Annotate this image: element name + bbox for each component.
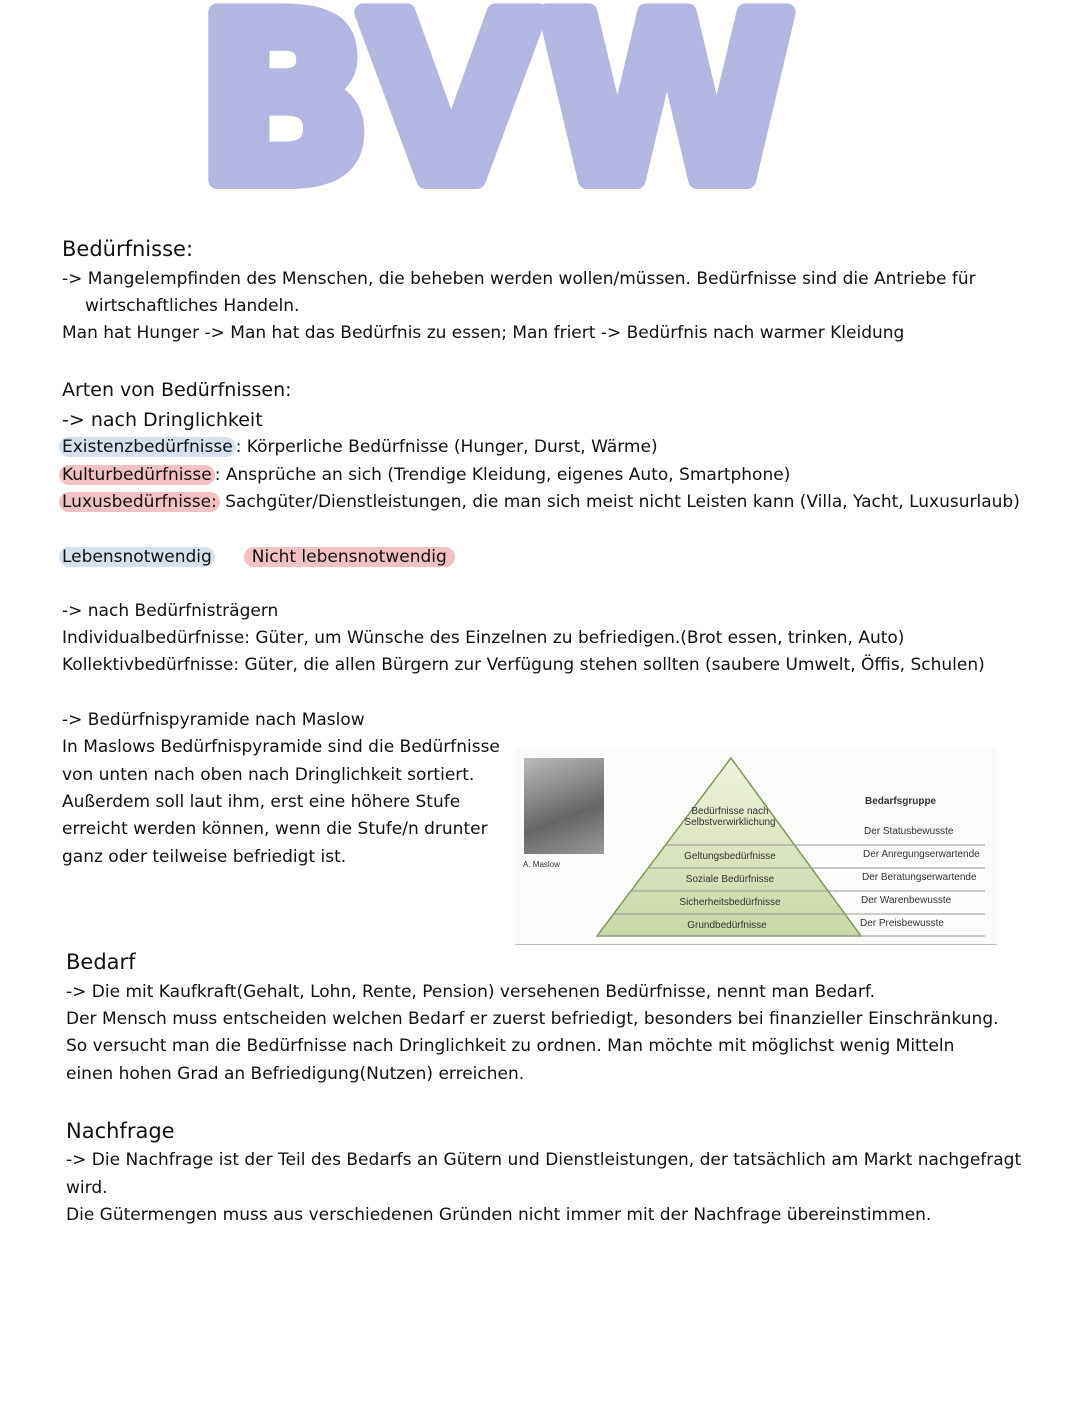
item-kultur: [62, 462, 790, 489]
subheading-dringlichkeit: -> nach Dringlichkeit: [62, 409, 263, 431]
pyramid-graphic: [515, 748, 997, 944]
group-item: Der Beratungserwartende: [862, 872, 977, 883]
subheading-traeger: -> nach Bedürfnisträgern: [62, 601, 279, 621]
level-geltung: Geltungsbedürfnisse: [684, 851, 776, 862]
desc: : Körperliche Bedürfnisse (Hunger, Durst, Wärme): [235, 437, 658, 457]
subheading-maslow: -> Bedürfnispyramide nach Maslow: [62, 710, 365, 730]
level-selbstverwirklichung: Bedürfnisse nach Selbstverwirklichung: [684, 806, 776, 828]
title-text: BVW: [196, 0, 794, 235]
group-heading: Bedarfsgruppe: [865, 796, 937, 807]
legend-blue: Lebensnotwendig: [59, 547, 215, 567]
term-luxus: Luxusbedürfnisse:: [59, 492, 220, 512]
text-line: wird.: [66, 1178, 108, 1198]
text-line: Man hat Hunger -> Man hat das Bedürfnis zu essen; Man friert -> Bedürfnis nach warmer Kleidung: [62, 323, 905, 343]
group-item: Der Statusbewusste: [864, 826, 954, 837]
level-grund: Grundbedürfnisse: [687, 920, 767, 931]
item-luxus: [62, 489, 1020, 516]
text-line: -> Mangelempfinden des Menschen, die beheben werden wollen/müssen. Bedürfnisse sind die Antriebe für: [62, 269, 976, 289]
term-kultur: Kulturbedürfnisse: [59, 465, 215, 485]
legend: [62, 544, 455, 571]
text-line: -> Die Nachfrage ist der Teil des Bedarfs an Gütern und Dienstleistungen, der tatsächlich am Markt nachgefragt: [66, 1150, 1022, 1170]
desc: Sachgüter/Dienstleistungen, die man sich meist nicht Leisten kann (Villa, Yacht, Luxusurlaub): [219, 492, 1020, 512]
text-line: ganz oder teilweise befriedigt ist.: [62, 847, 347, 867]
text-line: In Maslows Bedürfnispyramide sind die Bedürfnisse: [62, 737, 500, 757]
text-line: -> Die mit Kaufkraft(Gehalt, Lohn, Rente, Pension) versehenen Bedürfnisse, nennt man Bedarf.: [66, 982, 875, 1002]
heading-nachfrage: Nachfrage: [66, 1119, 175, 1143]
text-line: einen hohen Grad an Befriedigung(Nutzen) erreichen.: [66, 1064, 525, 1084]
text-line: von unten nach oben nach Dringlichkeit sortiert.: [62, 765, 475, 785]
text-line: Der Mensch muss entscheiden welchen Bedarf er zuerst befriedigt, besonders bei finanzieller Einschränkung.: [66, 1009, 999, 1029]
item-existenz: [62, 434, 658, 461]
photo-caption: A. Maslow: [523, 860, 560, 869]
text-line: Kollektivbedürfnisse: Güter, die allen Bürgern zur Verfügung stehen sollten (saubere Umwelt, Öffis, Schulen): [62, 655, 985, 675]
term-existenz: Existenzbedürfnisse: [59, 437, 236, 457]
bvw-title: [196, 0, 794, 235]
heading-arten: Arten von Bedürfnissen:: [62, 379, 292, 401]
group-item: Der Warenbewusste: [861, 895, 952, 906]
text-line: So versucht man die Bedürfnisse nach Dringlichkeit zu ordnen. Man möchte mit möglichst wenig Mitteln: [66, 1036, 955, 1056]
text-line: Außerdem soll laut ihm, erst eine höhere Stufe: [62, 792, 461, 812]
level-sicherheit: Sicherheitsbedürfnisse: [679, 897, 781, 908]
maslow-pyramid-figure: [515, 748, 997, 945]
text-line: Die Gütermengen muss aus verschiedenen Gründen nicht immer mit der Nachfrage übereinstimmen.: [66, 1205, 932, 1225]
text-line: erreicht werden können, wenn die Stufe/n drunter: [62, 819, 488, 839]
legend-red: Nicht lebensnotwendig: [244, 547, 455, 567]
heading-bedarf: Bedarf: [66, 950, 136, 974]
group-item: Der Preisbewusste: [860, 918, 944, 929]
text-line: Individualbedürfnisse: Güter, um Wünsche des Einzelnen zu befriedigen.(Brot essen, trinken, Auto): [62, 628, 905, 648]
level-sozial: Soziale Bedürfnisse: [685, 874, 775, 885]
desc: : Ansprüche an sich (Trendige Kleidung, eigenes Auto, Smartphone): [214, 465, 791, 485]
text-line: wirtschaftliches Handeln.: [85, 296, 300, 316]
group-item: Der Anregungserwartende: [863, 849, 980, 860]
heading-beduerfnisse: Bedürfnisse:: [62, 237, 194, 261]
